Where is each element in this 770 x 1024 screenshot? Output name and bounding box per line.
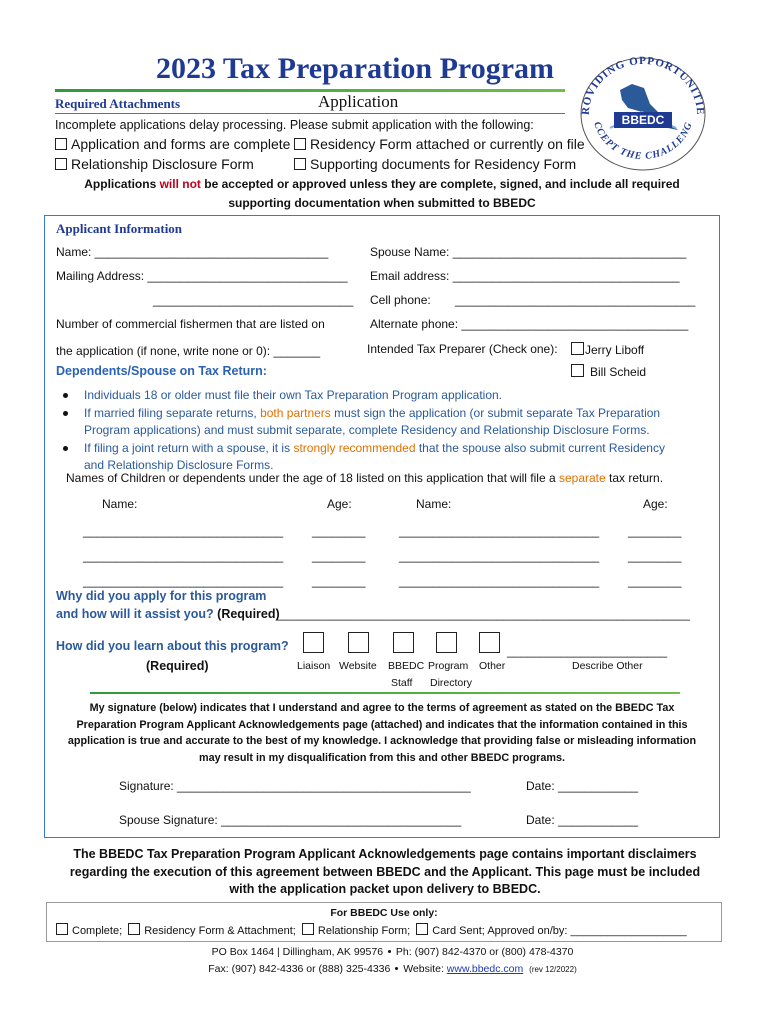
- agreement-rule: [90, 692, 680, 694]
- logo-ring-bottom: CCEPT THE CHALLENG: [591, 120, 695, 162]
- learn-option-liaison-checkbox[interactable]: [303, 632, 324, 653]
- learn-option-website-checkbox[interactable]: [348, 632, 369, 653]
- fishermen-count-field[interactable]: the application (if none, write none or 0): _______: [56, 344, 321, 358]
- describe-other-field[interactable]: ________________________: [507, 644, 668, 658]
- bullet-item: Individuals 18 or older must file their own Tax Preparation Program application.: [63, 387, 713, 405]
- child-name-field[interactable]: ______________________________: [399, 574, 600, 588]
- learn-option-label: Website: [339, 660, 377, 672]
- acknowledgement-notice: The BBEDC Tax Preparation Program Applicant Acknowledgements page contains important disclaimers regarding the execution of this agreement between BBEDC and the Applicant. This page must be included with the application packet upon delivery to BBEDC.: [69, 847, 701, 896]
- agreement-text: My signature (below) indicates that I understand and agree to the terms of agreement as stated on the BBEDC Tax Preparation Program Applicant Acknowledgements page (attached) and indicates that the information contained in this application is true and accurate to the best of my knowledge. I acknowledge that providing false or misleading information may result in my disqualification from this and other BBEDC programs.: [67, 702, 697, 764]
- signature-date-field[interactable]: Date: ____________: [526, 779, 639, 793]
- checkbox[interactable]: [302, 923, 314, 935]
- revision-date: (rev 12/2022): [529, 965, 577, 974]
- checklist-item-relationship: Relationship Disclosure Form: [55, 156, 254, 172]
- title-rule: [55, 89, 565, 92]
- signature-field[interactable]: Signature: ____________________________________________: [119, 779, 471, 793]
- child-age-field[interactable]: ________: [312, 549, 366, 563]
- learn-option-label-line-2: Directory: [430, 677, 473, 689]
- child-age-field[interactable]: ________: [628, 549, 682, 563]
- col-age-1: Age:: [327, 497, 352, 511]
- intro-text: Incomplete applications delay processing. Please submit application with the following:: [55, 118, 534, 132]
- learn-option-label-line-2: Staff: [391, 677, 413, 689]
- bbedc-logo: [572, 48, 714, 172]
- name-field[interactable]: Name: ___________________________________: [56, 245, 329, 259]
- learn-question: How did you learn about this program?: [56, 639, 289, 653]
- checkbox[interactable]: [571, 342, 584, 355]
- mailing-address-field[interactable]: Mailing Address: ______________________________: [56, 269, 348, 283]
- child-name-field[interactable]: ______________________________: [83, 524, 284, 538]
- spouse-name-field[interactable]: Spouse Name: ___________________________________: [370, 245, 687, 259]
- logo-name: BBEDC: [621, 113, 665, 127]
- learn-option-label: Other: [479, 660, 506, 672]
- checkbox[interactable]: [571, 364, 584, 377]
- child-age-field[interactable]: ________: [628, 574, 682, 588]
- office-use-checklist: Complete; Residency Form & Attachment; Relationship Form; Card Sent; Approved on/by: ___________________: [56, 923, 687, 937]
- learn-option-label: Program: [428, 660, 469, 672]
- learn-option-other-checkbox[interactable]: [479, 632, 500, 653]
- required-attachments-label: Required Attachments: [55, 96, 181, 111]
- checkbox[interactable]: [55, 138, 67, 150]
- logo-ring-top: ROVIDING OPPORTUNITIE: [579, 54, 707, 116]
- learn-option-directory-checkbox[interactable]: [436, 632, 457, 653]
- mailing-address-line-2[interactable]: ______________________________: [153, 293, 354, 307]
- checkbox[interactable]: [294, 158, 306, 170]
- bullet-item: If married filing separate returns, both partners must sign the application (or submit separate Tax Preparation Program applications) and must submit separate, complete Residency and Relationship Disclosure Forms.: [63, 405, 713, 440]
- describe-other-label: Describe Other: [572, 660, 643, 672]
- checkbox[interactable]: [416, 923, 428, 935]
- child-age-field[interactable]: ________: [628, 524, 682, 538]
- checklist-item-complete: Application and forms are complete: [55, 136, 290, 152]
- checkbox[interactable]: [294, 138, 306, 150]
- bullet-icon: [395, 967, 398, 970]
- learn-required: (Required): [146, 659, 209, 673]
- warning-line-1: Applications will not be accepted or approved unless they are complete, signed, and include all required: [84, 177, 680, 191]
- cell-phone-field[interactable]: ____________________________________: [455, 293, 696, 307]
- application-subtitle: Application: [318, 92, 399, 111]
- bullet-icon: [63, 446, 68, 451]
- bullet-icon: [388, 950, 391, 953]
- page-title: 2023 Tax Preparation Program: [155, 52, 555, 85]
- email-field[interactable]: Email address: __________________________________: [370, 269, 680, 283]
- spouse-signature-field[interactable]: Spouse Signature: ____________________________________: [119, 813, 462, 827]
- child-name-field[interactable]: ______________________________: [83, 549, 284, 563]
- fishermen-label: Number of commercial fishermen that are listed on: [56, 317, 325, 331]
- why-question-line-1: Why did you apply for this program: [56, 589, 267, 603]
- preparer-option-bill[interactable]: Bill Scheid: [571, 364, 646, 379]
- checkbox[interactable]: [128, 923, 140, 935]
- checkbox[interactable]: [56, 923, 68, 935]
- checklist-item-residency: Residency Form attached or currently on file: [294, 136, 585, 152]
- checkbox[interactable]: [55, 158, 67, 170]
- child-age-field[interactable]: ________: [312, 574, 366, 588]
- applicant-heading: Applicant Information: [56, 221, 183, 236]
- child-name-field[interactable]: ______________________________: [399, 524, 600, 538]
- alternate-phone-field[interactable]: Alternate phone: __________________________________: [370, 317, 689, 331]
- bullet-icon: [63, 411, 68, 416]
- subtitle-rule: [55, 113, 565, 114]
- why-question-line-2: and how will it assist you? (Required): [56, 607, 280, 621]
- col-name-1: Name:: [102, 497, 138, 511]
- website-link[interactable]: www.bbedc.com: [446, 963, 524, 975]
- learn-option-label: Liaison: [297, 660, 331, 672]
- dependents-heading: Dependents/Spouse on Tax Return:: [56, 364, 267, 378]
- warning-line-2: supporting documentation when submitted to BBEDC: [228, 196, 536, 210]
- bullet-icon: [63, 393, 68, 398]
- col-name-2: Name:: [416, 497, 452, 511]
- spouse-date-field[interactable]: Date: ____________: [526, 813, 639, 827]
- bullet-item: If filing a joint return with a spouse, it is strongly recommended that the spouse also submit current Residency and Relationship Disclosure Forms.: [63, 440, 713, 475]
- child-name-field[interactable]: ______________________________: [83, 574, 284, 588]
- tax-preparer-label: Intended Tax Preparer (Check one):: [367, 342, 558, 356]
- learn-option-label: BBEDC: [388, 660, 425, 672]
- preparer-option-jerry[interactable]: Jerry Liboff: [571, 342, 644, 357]
- children-instruction: Names of Children or dependents under the age of 18 listed on this application that will file a separate tax return.: [66, 471, 664, 485]
- child-age-field[interactable]: ________: [312, 524, 366, 538]
- learn-option-staff-checkbox[interactable]: [393, 632, 414, 653]
- dependents-bullets: [63, 387, 713, 475]
- why-answer-field[interactable]: ______________________________________________________________: [276, 607, 690, 621]
- child-name-field[interactable]: ______________________________: [399, 549, 600, 563]
- footer-contact-line: Fax: (907) 842-4336 or (888) 325-4336 Website: www.bbedc.com (rev 12/2022): [208, 963, 577, 975]
- checklist-item-supporting: Supporting documents for Residency Form: [294, 156, 576, 172]
- cell-phone-label: Cell phone:: [370, 293, 431, 307]
- footer-address-line: PO Box 1464 | Dillingham, AK 99576 Ph: (907) 842-4370 or (800) 478-4370: [211, 946, 574, 958]
- office-use-heading: For BBEDC Use only:: [330, 907, 438, 919]
- col-age-2: Age:: [643, 497, 668, 511]
